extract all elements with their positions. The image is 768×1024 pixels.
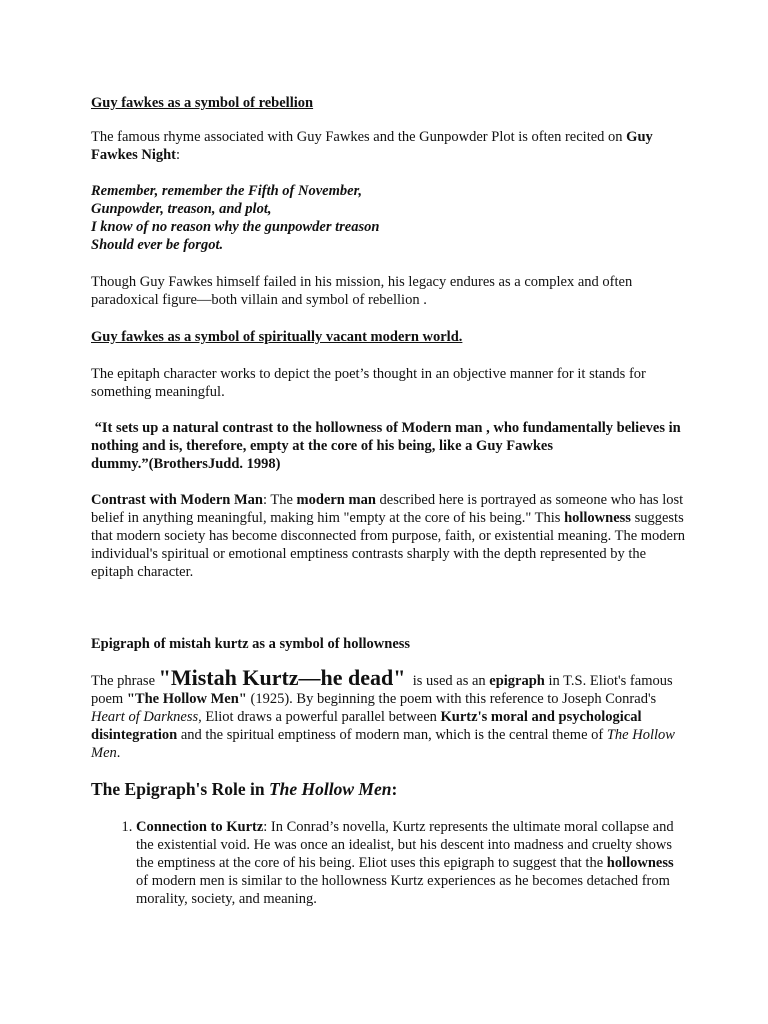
heading-spiritually-vacant: Guy fawkes as a symbol of spiritually vacant modern world.: [91, 329, 463, 345]
italic-run: The Hollow Men: [268, 779, 392, 799]
bold-run: hollowness: [564, 510, 631, 526]
paragraph-rhyme-intro: [91, 128, 687, 164]
numbered-list: [91, 818, 687, 908]
text-run: The Epigraph's Role in: [91, 779, 269, 799]
paragraph-epitaph: The epitaph character works to depict the poet’s thought in an objective manner for it stands for something meaningful.: [91, 366, 646, 400]
text-run: : The: [262, 492, 297, 508]
document-body: [91, 94, 687, 908]
italic-run: The Hollow Men: [91, 727, 679, 761]
bold-run: Kurtz's moral and psychological disintegration: [91, 709, 646, 743]
quote-brothersjudd: “It sets up a natural contrast to the hollowness of Modern man , who fundamentally believes in nothing and is, therefore, empty at the core of his being, like a Guy Fawkes dummy.”(BrothersJudd. 1998): [91, 420, 685, 472]
text-run: The phrase: [91, 673, 159, 689]
text-run: described here is portrayed as someone who has lost belief in anything meaningful, making him "empty at the core of his being." This: [91, 492, 684, 526]
rhyme-line: Gunpowder, treason, and plot,: [91, 201, 272, 217]
heading-epigraph-role: [91, 778, 687, 800]
bold-run: epigraph: [489, 673, 545, 689]
text-run: in T.S. Eliot's famous poem: [91, 673, 677, 707]
rhyme-line: Remember, remember the Fifth of November,: [91, 183, 363, 199]
text-run: (1925). By beginning the poem with this reference to Joseph Conrad's: [246, 691, 660, 707]
italic-run: Heart of Darkness: [91, 709, 199, 725]
list-item: [136, 818, 687, 908]
bold-run: "The Hollow Men": [126, 691, 247, 707]
text-run: .: [116, 745, 121, 761]
bold-run: modern man: [296, 492, 376, 508]
text-run: suggests that modern society has become disconnected from purpose, faith, or existential meaning. The modern individual's spiritual or emotional emptiness contrasts sharply with the depth represented by the epitaph character.: [91, 510, 686, 580]
paragraph-contrast: [91, 491, 687, 581]
guy-fawkes-night: Guy Fawkes Night: [91, 129, 653, 163]
rhyme-line: Should ever be forgot.: [91, 237, 224, 253]
text-run: , Eliot draws a powerful parallel between: [198, 709, 441, 725]
heading-epigraph-kurtz: Epigraph of mistah kurtz as a symbol of hollowness: [91, 636, 411, 652]
paragraph-epigraph: [91, 665, 687, 762]
bold-run: hollowness: [606, 855, 674, 871]
text-run: and the spiritual emptiness of modern man, which is the central theme of: [177, 727, 607, 743]
heading-rebellion: Guy fawkes as a symbol of rebellion: [91, 95, 314, 111]
text-run: is used as an: [405, 673, 490, 689]
rhyme-intro-end: :: [176, 147, 181, 163]
rhyme-intro-text: The famous rhyme associated with Guy Fawkes and the Gunpowder Plot is often recited on: [91, 129, 627, 145]
paragraph-legacy: Though Guy Fawkes himself failed in his mission, his legacy endures as a complex and often paradoxical figure—both villain and symbol of rebellion .: [91, 274, 633, 308]
mistah-kurtz-phrase: "Mistah Kurtz—he dead": [158, 665, 406, 690]
text-run: :: [391, 779, 398, 799]
list-item-label: Connection to Kurtz: [136, 819, 264, 835]
rhyme-line: I know of no reason why the gunpowder treason: [91, 219, 380, 235]
contrast-label: Contrast with Modern Man: [91, 492, 263, 508]
rhyme-block: [91, 182, 687, 254]
text-run: of modern men is similar to the hollowness Kurtz experiences as he becomes detached from morality, society, and meaning.: [136, 873, 670, 907]
text-run: : In Conrad’s novella, Kurtz represents the ultimate moral collapse and the existential void. He was once an idealist, but his descent into madness and cruelty shows the emptiness at the core of his being. Eliot uses this epigraph to suggest that the: [136, 819, 674, 871]
